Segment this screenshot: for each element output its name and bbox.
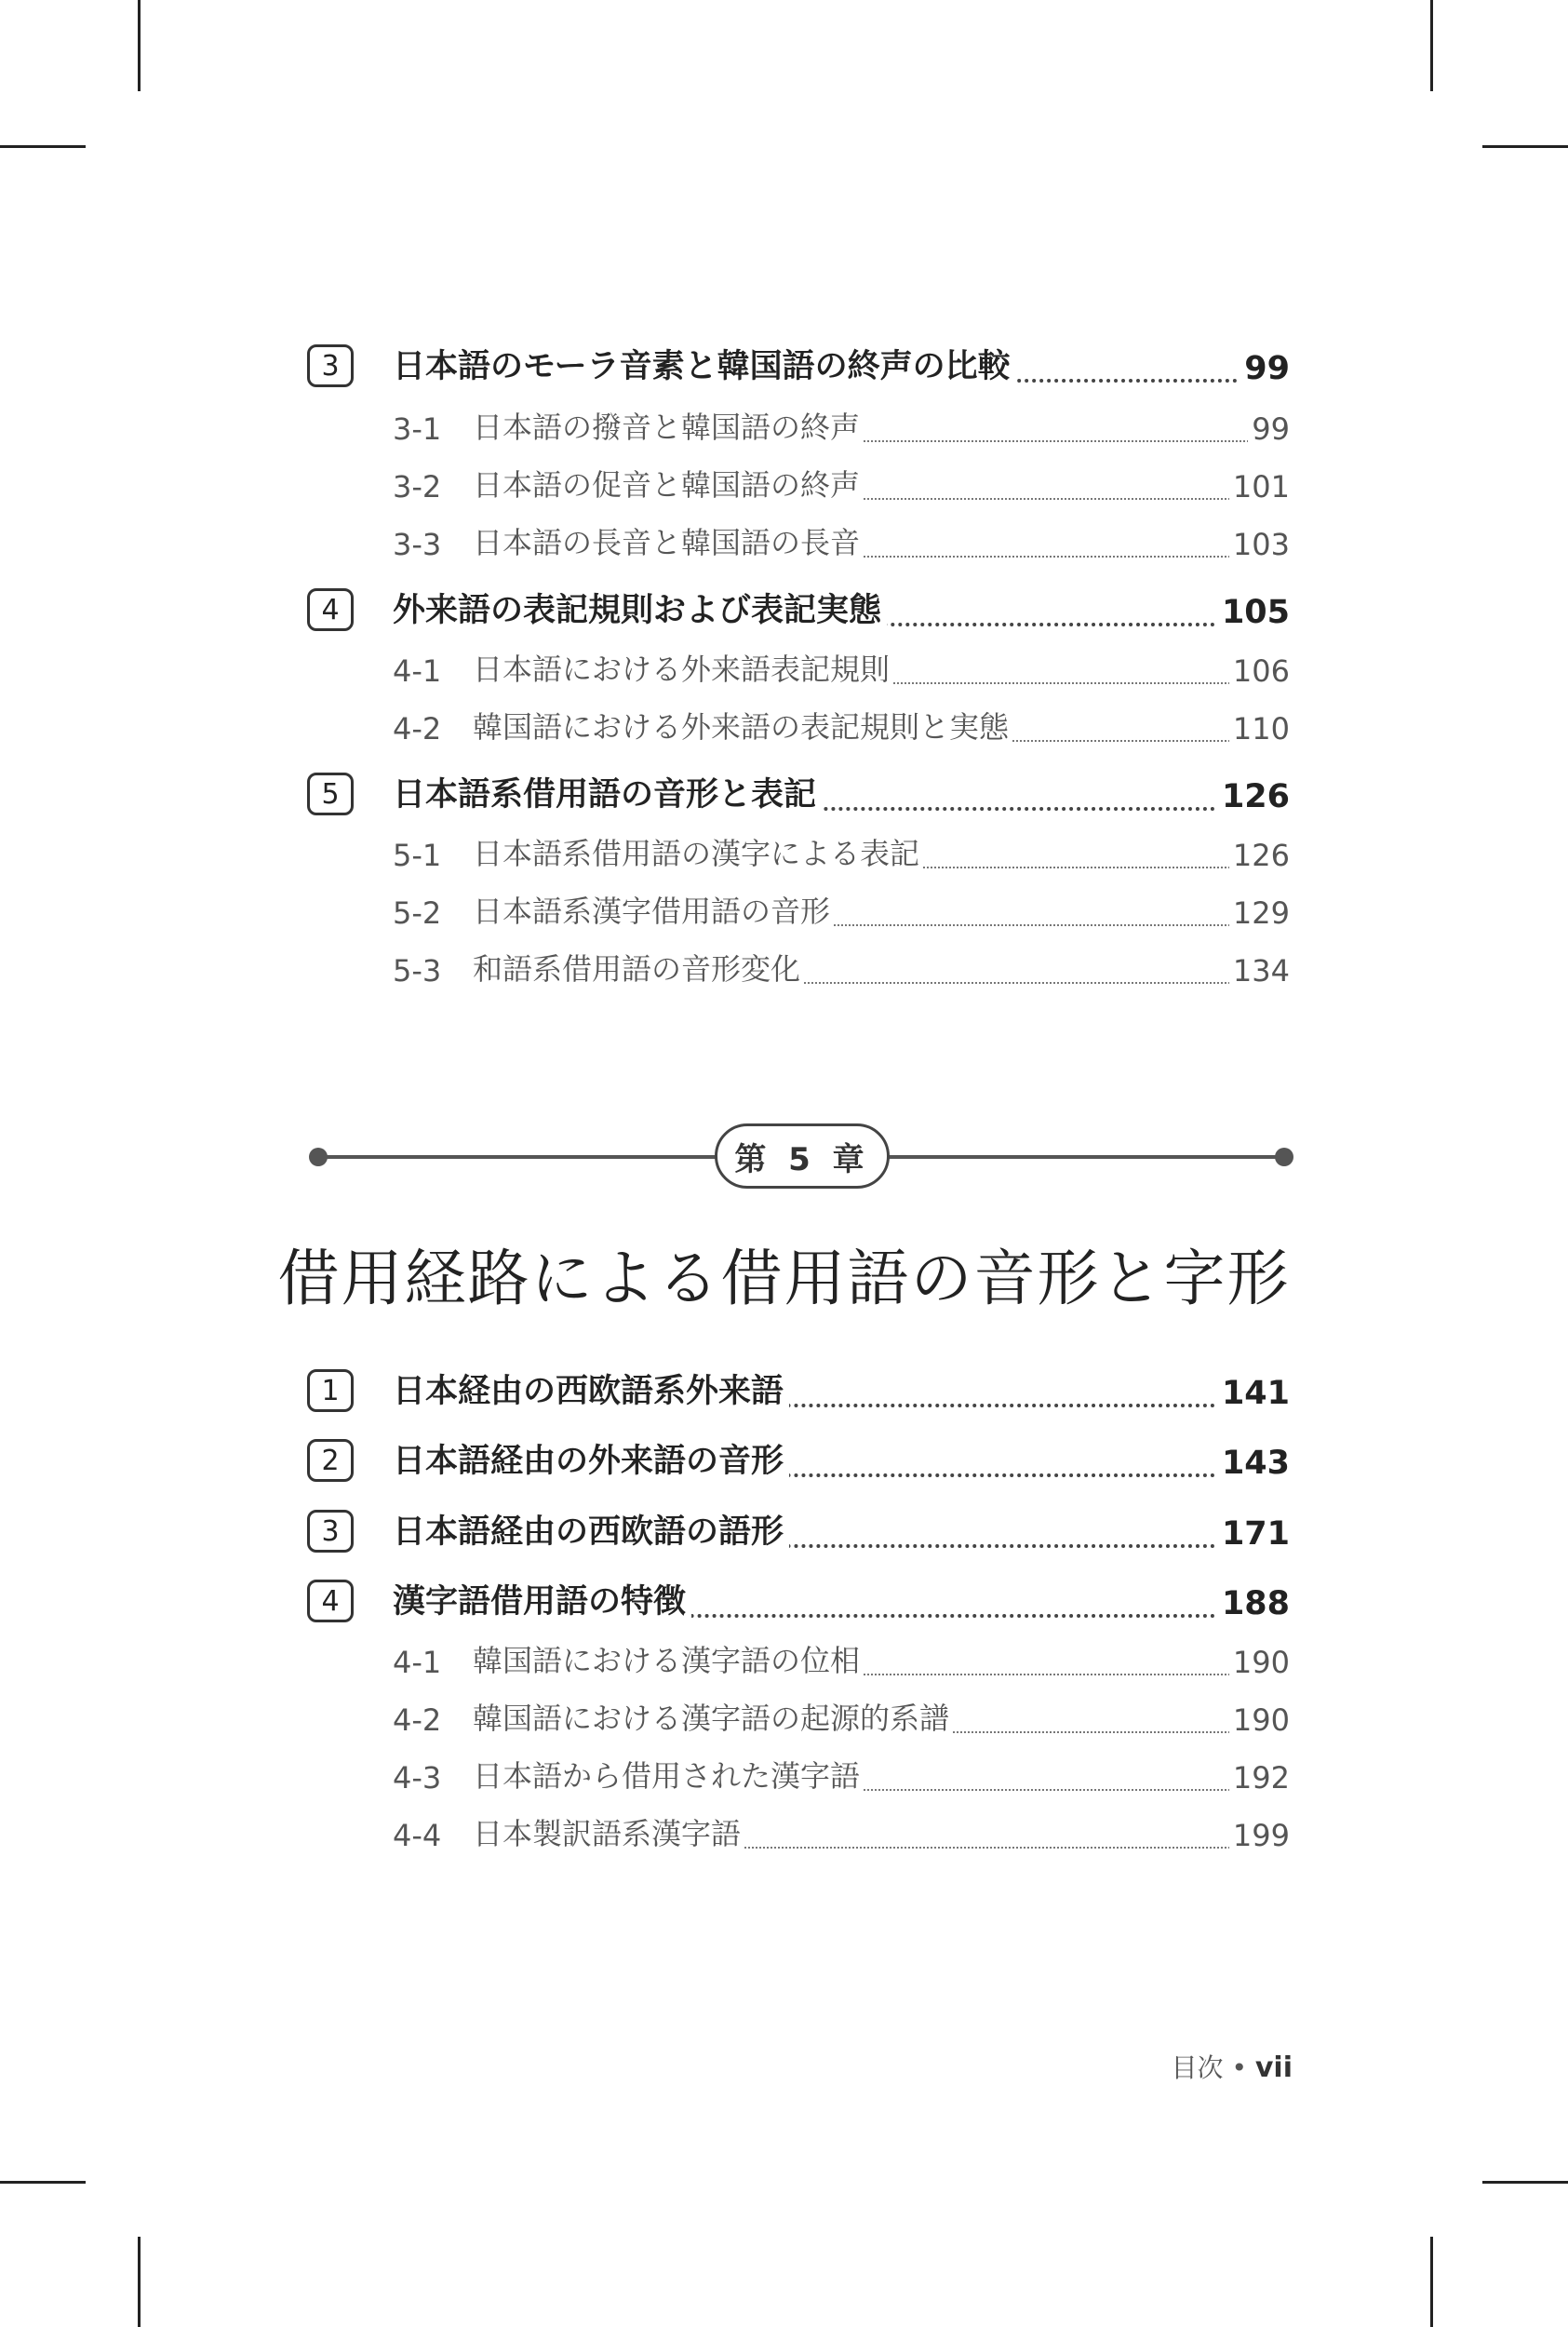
toc-entry-title: 日本経由の西欧語系外来語 bbox=[393, 1365, 789, 1412]
section-number-box: 4 bbox=[307, 1580, 354, 1622]
toc-subentry[interactable] bbox=[307, 1816, 1290, 1855]
toc-subentry-code: 5-3 bbox=[393, 953, 442, 989]
toc-subentry-page: 129 bbox=[1229, 895, 1290, 931]
toc-subentry-code: 3-2 bbox=[393, 469, 442, 504]
toc-entry-title: 外来語の表記規則および表記実態 bbox=[393, 585, 887, 631]
toc-subentry[interactable] bbox=[307, 836, 1290, 875]
toc-subentry-code: 4-2 bbox=[393, 1702, 442, 1738]
toc-subentry-page: 192 bbox=[1229, 1760, 1290, 1796]
footer-page-number: vii bbox=[1254, 2051, 1293, 2084]
toc-subentry[interactable] bbox=[307, 1643, 1290, 1682]
toc-entry[interactable] bbox=[307, 1510, 1290, 1556]
toc-subentry-page: 103 bbox=[1229, 527, 1290, 562]
toc-subentry-title: 日本語系借用語の漢字による表記 bbox=[473, 830, 923, 873]
toc-subentry[interactable] bbox=[307, 709, 1290, 748]
toc-subentry[interactable] bbox=[307, 410, 1290, 449]
toc-subentry-page: 190 bbox=[1229, 1645, 1290, 1680]
toc-entry[interactable] bbox=[307, 344, 1290, 391]
toc-entry-title: 日本語系借用語の音形と表記 bbox=[393, 769, 822, 815]
toc-subentry-title: 韓国語における漢字語の位相 bbox=[473, 1637, 864, 1680]
toc-subentry-code: 3-3 bbox=[393, 527, 442, 562]
toc-subentry[interactable] bbox=[307, 652, 1290, 691]
toc-subentry-title: 韓国語における漢字語の起源的系譜 bbox=[473, 1695, 953, 1738]
toc-entry-page: 171 bbox=[1216, 1515, 1290, 1553]
crop-mark bbox=[0, 145, 86, 148]
toc-subentry-code: 4-4 bbox=[393, 1818, 442, 1853]
toc-subentry-code: 4-3 bbox=[393, 1760, 442, 1796]
toc-subentry-title: 日本語の撥音と韓国語の終声 bbox=[473, 404, 864, 447]
section-number-box: 3 bbox=[307, 344, 354, 387]
toc-entry-page: 141 bbox=[1216, 1375, 1290, 1412]
crop-mark bbox=[0, 2181, 86, 2184]
toc-entry-page: 143 bbox=[1216, 1445, 1290, 1482]
section-number-box: 1 bbox=[307, 1369, 354, 1412]
crop-mark bbox=[1482, 2181, 1568, 2184]
toc-subentry-page: 134 bbox=[1229, 953, 1290, 989]
footer-separator: • bbox=[1231, 2052, 1247, 2083]
toc-subentry-page: 199 bbox=[1229, 1818, 1290, 1853]
crop-mark bbox=[1482, 145, 1568, 148]
toc-subentry-title: 日本語系漢字借用語の音形 bbox=[473, 888, 834, 931]
chapter-label: 第 5 章 bbox=[715, 1123, 890, 1189]
toc-entry[interactable] bbox=[307, 1439, 1290, 1486]
crop-mark bbox=[138, 0, 141, 91]
toc-entry-page: 99 bbox=[1239, 350, 1290, 387]
crop-mark bbox=[138, 2237, 141, 2327]
toc-subentry[interactable] bbox=[307, 951, 1290, 990]
toc-subentry-page: 190 bbox=[1229, 1702, 1290, 1738]
toc-entry-title: 日本語経由の西欧語の語形 bbox=[393, 1506, 789, 1553]
toc-subentry-title: 日本製訳語系漢字語 bbox=[473, 1810, 744, 1853]
toc-subentry-title: 日本語から借用された漢字語 bbox=[473, 1753, 864, 1796]
toc-subentry[interactable] bbox=[307, 525, 1290, 564]
toc-subentry-title: 和語系借用語の音形変化 bbox=[473, 946, 804, 989]
toc-subentry-page: 126 bbox=[1229, 838, 1290, 873]
toc-subentry-title: 韓国語における外来語の表記規則と実態 bbox=[473, 704, 1012, 747]
toc-subentry-title: 日本語の長音と韓国語の長音 bbox=[473, 519, 864, 562]
toc-subentry[interactable] bbox=[307, 1758, 1290, 1797]
toc-subentry[interactable] bbox=[307, 467, 1290, 506]
toc-entry[interactable] bbox=[307, 588, 1290, 635]
toc-entry[interactable] bbox=[307, 1369, 1290, 1416]
section-number-box: 2 bbox=[307, 1439, 354, 1482]
toc-subentry-code: 4-2 bbox=[393, 711, 442, 747]
toc-subentry-page: 99 bbox=[1248, 411, 1290, 447]
toc-entry-page: 188 bbox=[1216, 1585, 1290, 1622]
toc-entry-page: 126 bbox=[1216, 778, 1290, 815]
toc-subentry-code: 5-2 bbox=[393, 895, 442, 931]
toc-subentry-code: 4-1 bbox=[393, 1645, 442, 1680]
chapter-divider-dot-left bbox=[309, 1148, 328, 1166]
crop-mark bbox=[1430, 0, 1433, 91]
toc-entry[interactable] bbox=[307, 1580, 1290, 1626]
section-number-box: 4 bbox=[307, 588, 354, 631]
section-number-box: 5 bbox=[307, 773, 354, 815]
toc-subentry[interactable] bbox=[307, 1701, 1290, 1740]
toc-subentry-page: 106 bbox=[1229, 653, 1290, 689]
section-number-box: 3 bbox=[307, 1510, 354, 1553]
toc-subentry-title: 日本語における外来語表記規則 bbox=[473, 646, 893, 689]
crop-mark bbox=[1430, 2237, 1433, 2327]
toc-entry-title: 日本語経由の外来語の音形 bbox=[393, 1435, 789, 1482]
chapter-divider-dot-right bbox=[1275, 1148, 1293, 1166]
footer-label: 目次 bbox=[1171, 2052, 1224, 2083]
toc-subentry-code: 5-1 bbox=[393, 838, 442, 873]
page-footer bbox=[1172, 2048, 1293, 2085]
toc-subentry[interactable] bbox=[307, 894, 1290, 933]
toc-subentry-page: 110 bbox=[1229, 711, 1290, 747]
toc-entry-page: 105 bbox=[1216, 594, 1290, 631]
chapter-title: 借用経路による借用語の音形と字形 bbox=[277, 1243, 1291, 1314]
toc-subentry-page: 101 bbox=[1229, 469, 1290, 504]
toc-subentry-title: 日本語の促音と韓国語の終声 bbox=[473, 462, 864, 504]
toc-entry-title: 漢字語借用語の特徴 bbox=[393, 1576, 691, 1622]
toc-subentry-code: 3-1 bbox=[393, 411, 442, 447]
toc-entry-title: 日本語のモーラ音素と韓国語の終声の比較 bbox=[393, 341, 1016, 387]
toc-entry[interactable] bbox=[307, 773, 1290, 819]
toc-subentry-code: 4-1 bbox=[393, 653, 442, 689]
